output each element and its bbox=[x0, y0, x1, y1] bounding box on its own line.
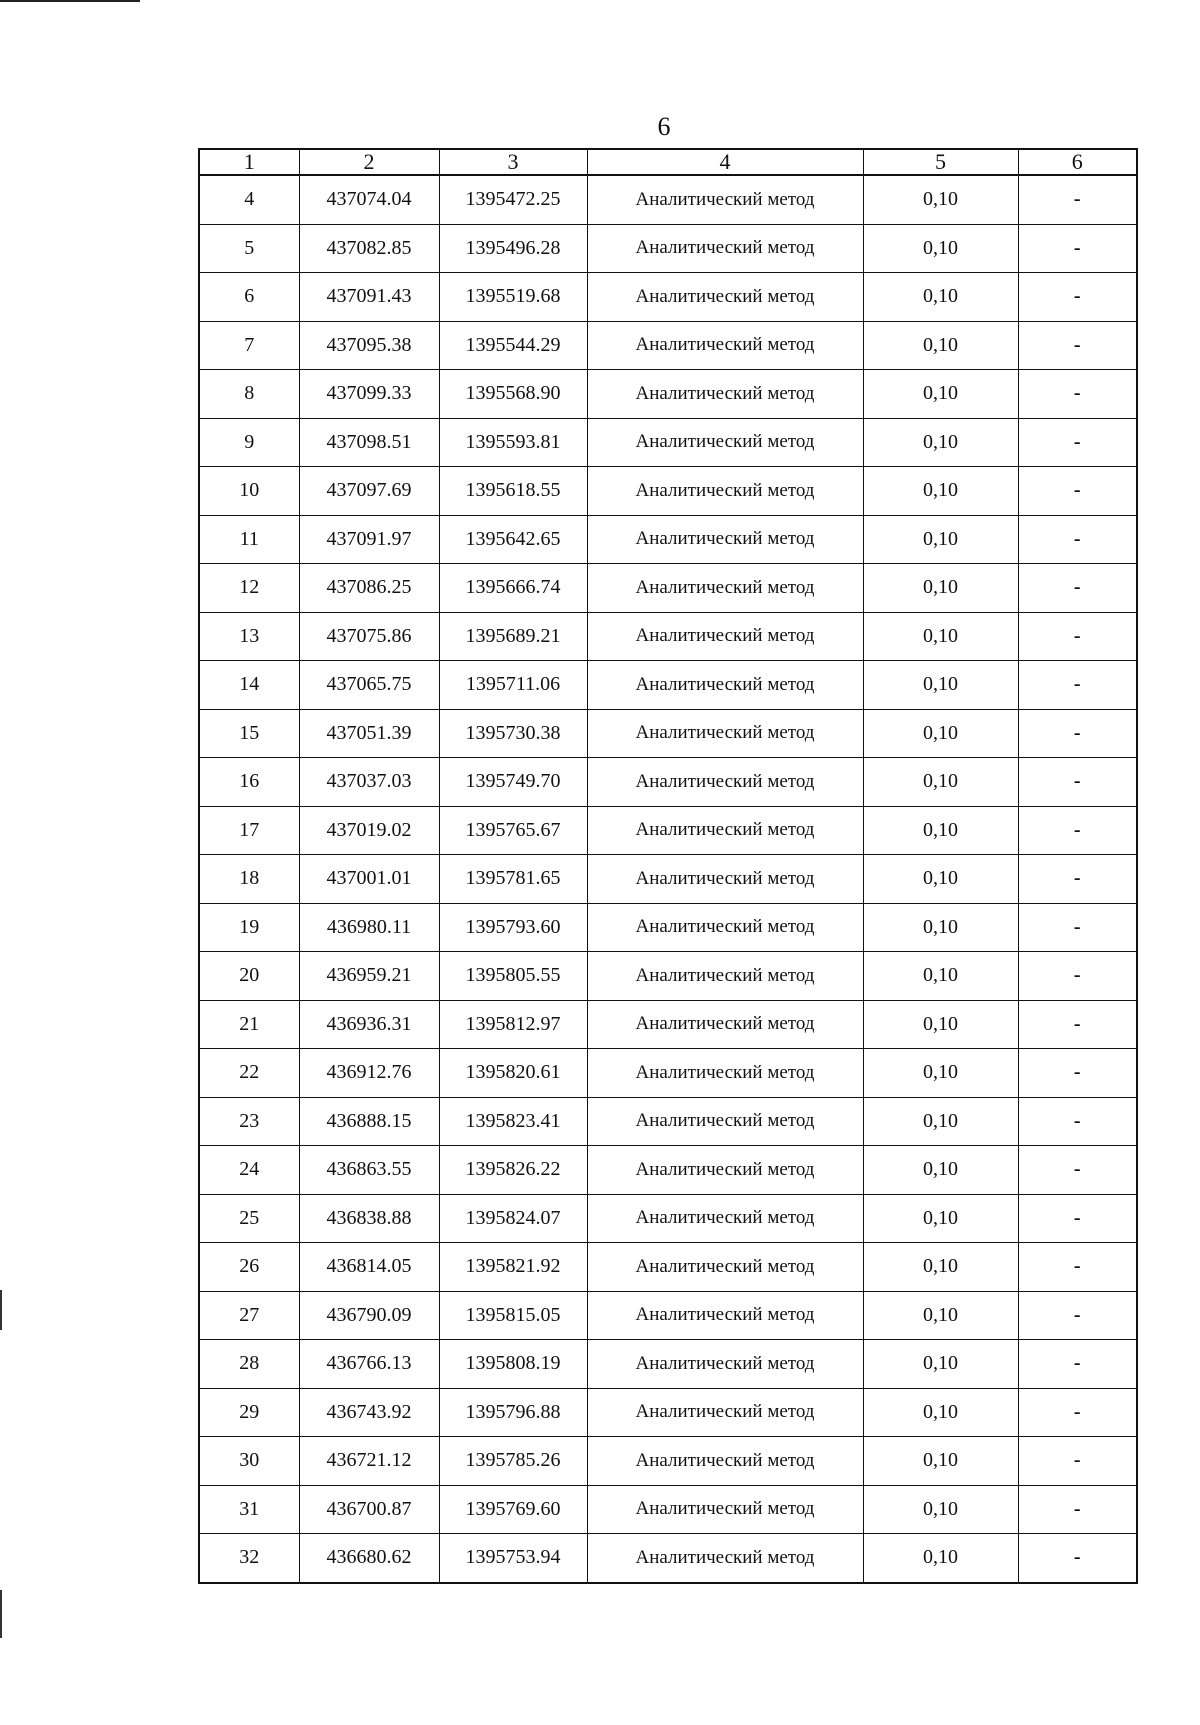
table-row bbox=[199, 952, 1137, 1001]
accuracy-cell: 0,10 bbox=[863, 661, 1018, 710]
note-cell: - bbox=[1018, 418, 1137, 467]
accuracy-cell: 0,10 bbox=[863, 612, 1018, 661]
method-cell: Аналитический метод bbox=[587, 806, 863, 855]
x-coordinate-cell: 437082.85 bbox=[299, 224, 439, 273]
note-cell: - bbox=[1018, 806, 1137, 855]
point-number-cell: 6 bbox=[199, 273, 299, 322]
x-coordinate-cell: 436680.62 bbox=[299, 1534, 439, 1583]
table-row bbox=[199, 903, 1137, 952]
point-number-cell: 26 bbox=[199, 1243, 299, 1292]
y-coordinate-cell: 1395796.88 bbox=[439, 1388, 587, 1437]
y-coordinate-cell: 1395689.21 bbox=[439, 612, 587, 661]
note-cell: - bbox=[1018, 1049, 1137, 1098]
table-row bbox=[199, 1291, 1137, 1340]
method-cell: Аналитический метод bbox=[587, 515, 863, 564]
accuracy-cell: 0,10 bbox=[863, 1243, 1018, 1292]
method-cell: Аналитический метод bbox=[587, 1243, 863, 1292]
note-cell: - bbox=[1018, 903, 1137, 952]
x-coordinate-cell: 437051.39 bbox=[299, 709, 439, 758]
table-row bbox=[199, 321, 1137, 370]
accuracy-cell: 0,10 bbox=[863, 321, 1018, 370]
accuracy-cell: 0,10 bbox=[863, 1291, 1018, 1340]
x-coordinate-cell: 437098.51 bbox=[299, 418, 439, 467]
point-number-cell: 7 bbox=[199, 321, 299, 370]
table-row bbox=[199, 1243, 1137, 1292]
method-cell: Аналитический метод bbox=[587, 1194, 863, 1243]
note-cell: - bbox=[1018, 612, 1137, 661]
point-number-cell: 22 bbox=[199, 1049, 299, 1098]
point-number-cell: 11 bbox=[199, 515, 299, 564]
x-coordinate-cell: 436838.88 bbox=[299, 1194, 439, 1243]
point-number-cell: 19 bbox=[199, 903, 299, 952]
method-cell: Аналитический метод bbox=[587, 661, 863, 710]
point-number-cell: 25 bbox=[199, 1194, 299, 1243]
table-row bbox=[199, 1194, 1137, 1243]
note-cell: - bbox=[1018, 175, 1137, 224]
point-number-cell: 20 bbox=[199, 952, 299, 1001]
note-cell: - bbox=[1018, 1291, 1137, 1340]
y-coordinate-cell: 1395544.29 bbox=[439, 321, 587, 370]
method-cell: Аналитический метод bbox=[587, 1000, 863, 1049]
table-row bbox=[199, 1340, 1137, 1389]
table-body bbox=[199, 175, 1137, 1583]
point-number-cell: 32 bbox=[199, 1534, 299, 1583]
accuracy-cell: 0,10 bbox=[863, 418, 1018, 467]
accuracy-cell: 0,10 bbox=[863, 273, 1018, 322]
method-cell: Аналитический метод bbox=[587, 564, 863, 613]
accuracy-cell: 0,10 bbox=[863, 175, 1018, 224]
accuracy-cell: 0,10 bbox=[863, 467, 1018, 516]
accuracy-cell: 0,10 bbox=[863, 709, 1018, 758]
y-coordinate-cell: 1395618.55 bbox=[439, 467, 587, 516]
margin-mark bbox=[0, 1590, 2, 1638]
method-cell: Аналитический метод bbox=[587, 709, 863, 758]
note-cell: - bbox=[1018, 661, 1137, 710]
accuracy-cell: 0,10 bbox=[863, 952, 1018, 1001]
method-cell: Аналитический метод bbox=[587, 1340, 863, 1389]
note-cell: - bbox=[1018, 1097, 1137, 1146]
x-coordinate-cell: 437095.38 bbox=[299, 321, 439, 370]
point-number-cell: 13 bbox=[199, 612, 299, 661]
accuracy-cell: 0,10 bbox=[863, 515, 1018, 564]
point-number-cell: 10 bbox=[199, 467, 299, 516]
y-coordinate-cell: 1395753.94 bbox=[439, 1534, 587, 1583]
x-coordinate-cell: 437091.43 bbox=[299, 273, 439, 322]
method-cell: Аналитический метод bbox=[587, 1485, 863, 1534]
y-coordinate-cell: 1395765.67 bbox=[439, 806, 587, 855]
point-number-cell: 24 bbox=[199, 1146, 299, 1195]
method-cell: Аналитический метод bbox=[587, 467, 863, 516]
method-cell: Аналитический метод bbox=[587, 321, 863, 370]
note-cell: - bbox=[1018, 321, 1137, 370]
accuracy-cell: 0,10 bbox=[863, 1340, 1018, 1389]
column-header: 2 bbox=[299, 149, 439, 175]
note-cell: - bbox=[1018, 515, 1137, 564]
top-rule bbox=[0, 0, 140, 2]
coordinates-table bbox=[198, 148, 1138, 1584]
point-number-cell: 4 bbox=[199, 175, 299, 224]
x-coordinate-cell: 437097.69 bbox=[299, 467, 439, 516]
method-cell: Аналитический метод bbox=[587, 612, 863, 661]
y-coordinate-cell: 1395769.60 bbox=[439, 1485, 587, 1534]
accuracy-cell: 0,10 bbox=[863, 1388, 1018, 1437]
table-row bbox=[199, 709, 1137, 758]
accuracy-cell: 0,10 bbox=[863, 1534, 1018, 1583]
table-row bbox=[199, 1534, 1137, 1583]
x-coordinate-cell: 436814.05 bbox=[299, 1243, 439, 1292]
x-coordinate-cell: 437075.86 bbox=[299, 612, 439, 661]
table-row bbox=[199, 467, 1137, 516]
table-row bbox=[199, 758, 1137, 807]
table-row bbox=[199, 1000, 1137, 1049]
table-row bbox=[199, 855, 1137, 904]
x-coordinate-cell: 436766.13 bbox=[299, 1340, 439, 1389]
point-number-cell: 16 bbox=[199, 758, 299, 807]
point-number-cell: 21 bbox=[199, 1000, 299, 1049]
y-coordinate-cell: 1395472.25 bbox=[439, 175, 587, 224]
accuracy-cell: 0,10 bbox=[863, 1049, 1018, 1098]
x-coordinate-cell: 437086.25 bbox=[299, 564, 439, 613]
note-cell: - bbox=[1018, 370, 1137, 419]
note-cell: - bbox=[1018, 1243, 1137, 1292]
note-cell: - bbox=[1018, 467, 1137, 516]
y-coordinate-cell: 1395826.22 bbox=[439, 1146, 587, 1195]
accuracy-cell: 0,10 bbox=[863, 855, 1018, 904]
header-row bbox=[199, 149, 1137, 175]
method-cell: Аналитический метод bbox=[587, 952, 863, 1001]
y-coordinate-cell: 1395711.06 bbox=[439, 661, 587, 710]
method-cell: Аналитический метод bbox=[587, 1388, 863, 1437]
table-row bbox=[199, 661, 1137, 710]
x-coordinate-cell: 436863.55 bbox=[299, 1146, 439, 1195]
table-row bbox=[199, 370, 1137, 419]
note-cell: - bbox=[1018, 273, 1137, 322]
table-row bbox=[199, 515, 1137, 564]
x-coordinate-cell: 437065.75 bbox=[299, 661, 439, 710]
point-number-cell: 30 bbox=[199, 1437, 299, 1486]
method-cell: Аналитический метод bbox=[587, 1097, 863, 1146]
method-cell: Аналитический метод bbox=[587, 1534, 863, 1583]
x-coordinate-cell: 436959.21 bbox=[299, 952, 439, 1001]
point-number-cell: 31 bbox=[199, 1485, 299, 1534]
x-coordinate-cell: 436980.11 bbox=[299, 903, 439, 952]
x-coordinate-cell: 436912.76 bbox=[299, 1049, 439, 1098]
method-cell: Аналитический метод bbox=[587, 1049, 863, 1098]
table-row bbox=[199, 273, 1137, 322]
note-cell: - bbox=[1018, 709, 1137, 758]
point-number-cell: 14 bbox=[199, 661, 299, 710]
method-cell: Аналитический метод bbox=[587, 903, 863, 952]
method-cell: Аналитический метод bbox=[587, 855, 863, 904]
y-coordinate-cell: 1395824.07 bbox=[439, 1194, 587, 1243]
column-header: 4 bbox=[587, 149, 863, 175]
point-number-cell: 5 bbox=[199, 224, 299, 273]
table-row bbox=[199, 175, 1137, 224]
x-coordinate-cell: 437037.03 bbox=[299, 758, 439, 807]
table-row bbox=[199, 418, 1137, 467]
y-coordinate-cell: 1395568.90 bbox=[439, 370, 587, 419]
point-number-cell: 27 bbox=[199, 1291, 299, 1340]
y-coordinate-cell: 1395496.28 bbox=[439, 224, 587, 273]
method-cell: Аналитический метод bbox=[587, 1291, 863, 1340]
point-number-cell: 12 bbox=[199, 564, 299, 613]
y-coordinate-cell: 1395519.68 bbox=[439, 273, 587, 322]
note-cell: - bbox=[1018, 1146, 1137, 1195]
y-coordinate-cell: 1395642.65 bbox=[439, 515, 587, 564]
x-coordinate-cell: 437074.04 bbox=[299, 175, 439, 224]
point-number-cell: 15 bbox=[199, 709, 299, 758]
accuracy-cell: 0,10 bbox=[863, 1194, 1018, 1243]
table-row bbox=[199, 1146, 1137, 1195]
accuracy-cell: 0,10 bbox=[863, 1000, 1018, 1049]
method-cell: Аналитический метод bbox=[587, 175, 863, 224]
point-number-cell: 9 bbox=[199, 418, 299, 467]
note-cell: - bbox=[1018, 1485, 1137, 1534]
x-coordinate-cell: 436743.92 bbox=[299, 1388, 439, 1437]
y-coordinate-cell: 1395593.81 bbox=[439, 418, 587, 467]
note-cell: - bbox=[1018, 952, 1137, 1001]
note-cell: - bbox=[1018, 1340, 1137, 1389]
table-row bbox=[199, 1485, 1137, 1534]
accuracy-cell: 0,10 bbox=[863, 370, 1018, 419]
x-coordinate-cell: 436936.31 bbox=[299, 1000, 439, 1049]
accuracy-cell: 0,10 bbox=[863, 903, 1018, 952]
x-coordinate-cell: 436721.12 bbox=[299, 1437, 439, 1486]
method-cell: Аналитический метод bbox=[587, 273, 863, 322]
method-cell: Аналитический метод bbox=[587, 224, 863, 273]
table-row bbox=[199, 1097, 1137, 1146]
table-row bbox=[199, 1437, 1137, 1486]
note-cell: - bbox=[1018, 1194, 1137, 1243]
point-number-cell: 8 bbox=[199, 370, 299, 419]
note-cell: - bbox=[1018, 224, 1137, 273]
point-number-cell: 28 bbox=[199, 1340, 299, 1389]
x-coordinate-cell: 437099.33 bbox=[299, 370, 439, 419]
method-cell: Аналитический метод bbox=[587, 758, 863, 807]
y-coordinate-cell: 1395821.92 bbox=[439, 1243, 587, 1292]
note-cell: - bbox=[1018, 758, 1137, 807]
column-header: 5 bbox=[863, 149, 1018, 175]
table-row bbox=[199, 1388, 1137, 1437]
y-coordinate-cell: 1395812.97 bbox=[439, 1000, 587, 1049]
table-row bbox=[199, 806, 1137, 855]
y-coordinate-cell: 1395749.70 bbox=[439, 758, 587, 807]
table-row bbox=[199, 564, 1137, 613]
note-cell: - bbox=[1018, 1534, 1137, 1583]
note-cell: - bbox=[1018, 855, 1137, 904]
point-number-cell: 17 bbox=[199, 806, 299, 855]
accuracy-cell: 0,10 bbox=[863, 224, 1018, 273]
y-coordinate-cell: 1395808.19 bbox=[439, 1340, 587, 1389]
point-number-cell: 29 bbox=[199, 1388, 299, 1437]
accuracy-cell: 0,10 bbox=[863, 806, 1018, 855]
column-header: 3 bbox=[439, 149, 587, 175]
method-cell: Аналитический метод bbox=[587, 370, 863, 419]
x-coordinate-cell: 437001.01 bbox=[299, 855, 439, 904]
accuracy-cell: 0,10 bbox=[863, 1437, 1018, 1486]
accuracy-cell: 0,10 bbox=[863, 1097, 1018, 1146]
x-coordinate-cell: 437019.02 bbox=[299, 806, 439, 855]
y-coordinate-cell: 1395781.65 bbox=[439, 855, 587, 904]
x-coordinate-cell: 436790.09 bbox=[299, 1291, 439, 1340]
column-header: 1 bbox=[199, 149, 299, 175]
accuracy-cell: 0,10 bbox=[863, 1146, 1018, 1195]
x-coordinate-cell: 436700.87 bbox=[299, 1485, 439, 1534]
y-coordinate-cell: 1395793.60 bbox=[439, 903, 587, 952]
y-coordinate-cell: 1395805.55 bbox=[439, 952, 587, 1001]
method-cell: Аналитический метод bbox=[587, 418, 863, 467]
x-coordinate-cell: 436888.15 bbox=[299, 1097, 439, 1146]
accuracy-cell: 0,10 bbox=[863, 758, 1018, 807]
column-header: 6 bbox=[1018, 149, 1137, 175]
accuracy-cell: 0,10 bbox=[863, 564, 1018, 613]
accuracy-cell: 0,10 bbox=[863, 1485, 1018, 1534]
y-coordinate-cell: 1395815.05 bbox=[439, 1291, 587, 1340]
point-number-cell: 18 bbox=[199, 855, 299, 904]
note-cell: - bbox=[1018, 1437, 1137, 1486]
x-coordinate-cell: 437091.97 bbox=[299, 515, 439, 564]
y-coordinate-cell: 1395785.26 bbox=[439, 1437, 587, 1486]
y-coordinate-cell: 1395820.61 bbox=[439, 1049, 587, 1098]
table-row bbox=[199, 1049, 1137, 1098]
note-cell: - bbox=[1018, 564, 1137, 613]
margin-mark bbox=[0, 1290, 2, 1330]
table-row bbox=[199, 612, 1137, 661]
note-cell: - bbox=[1018, 1388, 1137, 1437]
y-coordinate-cell: 1395823.41 bbox=[439, 1097, 587, 1146]
note-cell: - bbox=[1018, 1000, 1137, 1049]
table-row bbox=[199, 224, 1137, 273]
point-number-cell: 23 bbox=[199, 1097, 299, 1146]
y-coordinate-cell: 1395666.74 bbox=[439, 564, 587, 613]
y-coordinate-cell: 1395730.38 bbox=[439, 709, 587, 758]
method-cell: Аналитический метод bbox=[587, 1437, 863, 1486]
method-cell: Аналитический метод bbox=[587, 1146, 863, 1195]
page-number: 6 bbox=[657, 112, 671, 141]
